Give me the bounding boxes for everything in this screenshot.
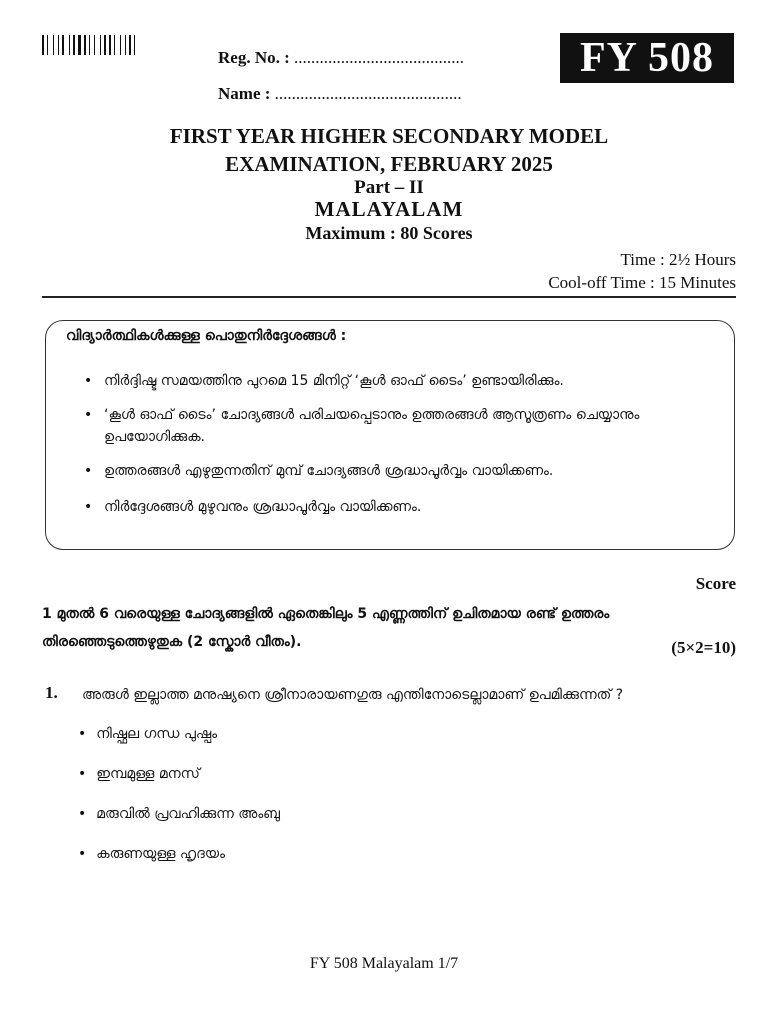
option-text: മരുവിൽ പ്രവഹിക്കുന്ന അംബു xyxy=(96,806,281,822)
barcode-bar xyxy=(45,35,46,55)
answer-option xyxy=(78,726,217,742)
instruction-item xyxy=(86,370,686,392)
section-instruction: 1 മുതൽ 6 വരെയുള്ള ചോദ്യങ്ങളിൽ ഏതെങ്കിലും 5 എണ്ണത്തിന് ഉചിതമായ രണ്ട് ഉത്തരം തിരഞ്ഞെടുത്തെഴുതുക (2 സ്കോർ വീതം). xyxy=(42,606,610,650)
barcode-bar xyxy=(47,35,48,55)
page-footer: FY 508 Malayalam 1/7 xyxy=(309,955,459,972)
barcode-bar xyxy=(53,35,54,55)
time-duration: Time : 2½ Hours xyxy=(620,250,736,269)
barcode-bar xyxy=(84,35,86,55)
reg-no-dots: ........................................ xyxy=(294,48,465,67)
option-text: ഇമ്പമുള്ള മനസ് xyxy=(96,766,200,782)
name-label: Name : xyxy=(218,84,271,103)
instruction-text: നിർദ്ദേശങ്ങൾ മുഴുവനും ശ്രദ്ധാപൂർവ്വം വായിക്കണം. xyxy=(104,499,422,515)
barcode-bar xyxy=(49,35,52,55)
barcode-bar xyxy=(69,35,70,55)
barcode-bar xyxy=(65,35,68,55)
barcode-bar xyxy=(94,35,95,55)
bullet-icon: • xyxy=(84,463,93,479)
question-number: 1. xyxy=(45,683,58,702)
barcode-bar xyxy=(116,35,119,55)
barcode-bar xyxy=(60,35,61,55)
barcode-bar xyxy=(87,35,88,55)
barcode-bar xyxy=(104,35,106,55)
instruction-text: ഉത്തരങ്ങൾ എഴുതുന്നതിന് മുമ്പ് ചോദ്യങ്ങൾ ശ്രദ്ധാപൂർവ്വം വായിക്കണം. xyxy=(104,463,554,479)
maximum-scores: Maximum : 80 Scores xyxy=(305,223,473,243)
barcode-bar xyxy=(76,35,77,55)
barcode-bar xyxy=(91,35,93,55)
header-divider xyxy=(42,296,736,298)
barcode-bar xyxy=(129,35,131,55)
bullet-icon: • xyxy=(78,726,87,742)
barcode-bar xyxy=(96,35,99,55)
bullet-icon: • xyxy=(84,499,93,515)
barcode-bar xyxy=(112,35,113,55)
barcode-bar xyxy=(107,35,108,55)
barcode-bar xyxy=(122,35,124,55)
reg-no-label: Reg. No. : xyxy=(218,48,290,67)
barcode-bar xyxy=(42,35,44,55)
bullet-icon: • xyxy=(78,806,87,822)
instructions-heading: വിദ്യാർത്ഥികൾക്കുള്ള പൊതുനിർദ്ദേശങ്ങൾ : xyxy=(66,328,347,344)
answer-option xyxy=(78,806,280,822)
instruction-item xyxy=(86,460,686,482)
barcode-bar xyxy=(62,35,64,55)
barcode-bar xyxy=(114,35,115,55)
instruction-item xyxy=(86,496,686,518)
question-text: അരുൾ ഇല്ലാത്ത മനുഷ്യനെ ശ്രീനാരായണഗുരു എന്തിനോടെല്ലാമാണ് ഉപമിക്കുന്നത് ? xyxy=(82,687,624,703)
answer-option xyxy=(78,846,225,862)
part-label: Part – II xyxy=(354,177,424,198)
barcode-bar xyxy=(78,35,81,55)
exam-title-line2: EXAMINATION, FEBRUARY 2025 xyxy=(225,152,553,176)
bullet-icon: • xyxy=(78,846,87,862)
reg-no-field xyxy=(218,48,464,68)
section-marks: (5×2=10) xyxy=(671,638,736,657)
bullet-icon: • xyxy=(84,373,93,389)
exam-title-line1: FIRST YEAR HIGHER SECONDARY MODEL xyxy=(169,124,609,148)
barcode-bar xyxy=(134,35,135,55)
option-text: കരുണയുള്ള ഹൃദയം xyxy=(96,846,225,862)
barcode-bar xyxy=(73,35,75,55)
instruction-text: ‘കൂൾ ഓഫ് ടൈം’ ചോദ്യങ്ങൾ പരിചയപ്പെടാനും ഉത്തരങ്ങൾ ആസൂത്രണം ചെയ്യാനും ഉപയോഗിക്കുക. xyxy=(104,407,640,445)
barcode-bar xyxy=(102,35,103,55)
barcode-bar xyxy=(71,35,72,55)
option-text: നിഷ്ഫല ഗന്ധ പുഷ്പം xyxy=(96,726,218,742)
name-dots: ............................................ xyxy=(274,84,462,103)
instruction-item xyxy=(86,404,686,448)
score-column-label: Score xyxy=(695,574,736,593)
barcode-bar xyxy=(120,35,121,55)
barcode-bar xyxy=(58,35,59,55)
barcode-bar xyxy=(132,35,133,55)
answer-option xyxy=(78,766,200,782)
barcode-bar xyxy=(125,35,126,55)
cool-off-time: Cool-off Time : 15 Minutes xyxy=(548,273,736,292)
barcode-bar xyxy=(89,35,90,55)
instruction-text: നിർദ്ദിഷ്ട സമയത്തിനു പുറമെ 15 മിനിറ്റ് ‘കൂൾ ഓഫ് ടൈം’ ഉണ്ടായിരിക്കും. xyxy=(104,373,564,389)
barcode-bar xyxy=(127,35,128,55)
paper-code: FY 508 xyxy=(560,33,734,83)
barcode-bar xyxy=(82,35,83,55)
barcode xyxy=(42,35,154,55)
bullet-icon: • xyxy=(78,766,87,782)
barcode-bar xyxy=(100,35,101,55)
bullet-icon: • xyxy=(84,407,93,423)
subject-title: MALAYALAM xyxy=(314,197,464,221)
name-field xyxy=(218,84,462,104)
barcode-bar xyxy=(55,35,57,55)
barcode-bar xyxy=(109,35,111,55)
